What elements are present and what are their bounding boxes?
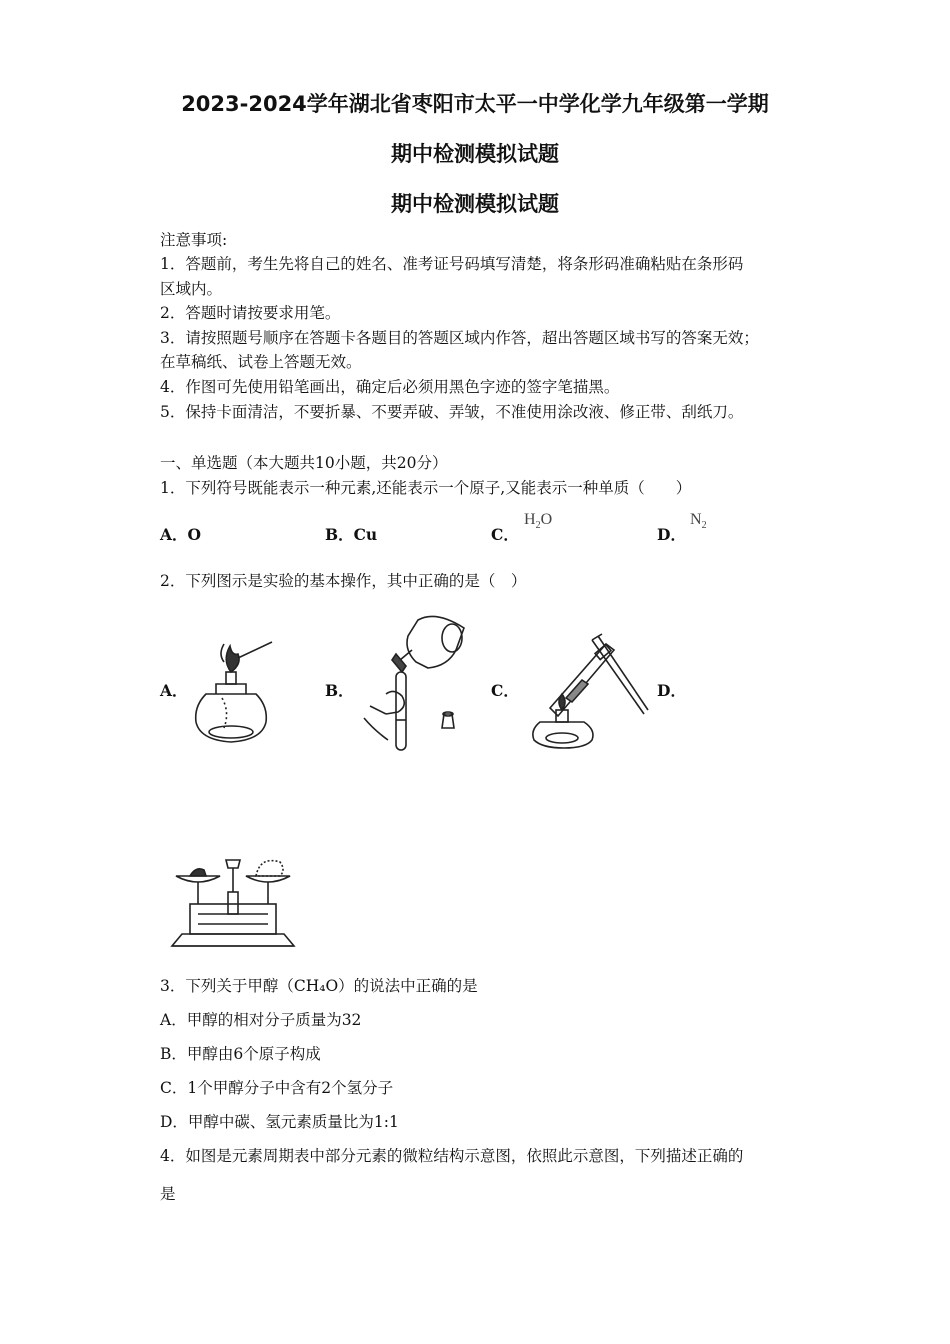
notice-heading: 注意事项: — [160, 231, 228, 249]
q3-option-a: A．甲醇的相对分子质量为32 — [160, 1011, 362, 1029]
notice-item: 3．请按照题号顺序在答题卡各题目的答题区域内作答，超出答题区域书写的答案无效； — [160, 329, 759, 347]
pouring-liquid-figure — [356, 610, 476, 755]
notice-item: 4．作图可先使用铅笔画出，确定后必须用黑色字迹的签字笔描黑。 — [160, 378, 620, 396]
q2-option-a: A． — [160, 681, 188, 700]
balance-scale-figure — [168, 852, 298, 952]
q3-option-c: C．1个甲醇分子中含有2个氢分子 — [160, 1079, 394, 1097]
question-2-stem: 2．下列图示是实验的基本操作，其中正确的是（ ） — [160, 572, 527, 590]
q3-option-b: B．甲醇由6个原子构成 — [160, 1045, 321, 1063]
question-4-stem-cont: 是 — [160, 1185, 176, 1203]
section-heading: 一、单选题（本大题共10小题，共20分） — [160, 454, 448, 472]
q2-option-d: D． — [657, 681, 686, 700]
page-title-line1: 2023-2024学年湖北省枣阳市太平一中学化学九年级第一学期 — [181, 92, 769, 116]
question-1-stem: 1．下列符号既能表示一种元素,还能表示一个原子,又能表示一种单质（ ） — [160, 479, 692, 497]
notice-item: 5．保持卡面清洁，不要折暴、不要弄破、弄皱，不准使用涂改液、修正带、刮纸刀。 — [160, 403, 744, 421]
q1-option-b: B．Cu — [325, 525, 378, 544]
q1-option-d-formula: $N_2$ — [690, 511, 707, 532]
notice-item: 1．答题前，考生先将自己的姓名、准考证号码填写清楚，将条形码准确粘贴在条形码 — [160, 255, 744, 273]
q3-option-d: D．甲醇中碳、氢元素质量比为1:1 — [160, 1113, 399, 1131]
notice-item: 在草稿纸、试卷上答题无效。 — [160, 353, 362, 371]
q1-option-d: D． — [657, 525, 686, 544]
q1-option-a: A．O — [160, 525, 202, 544]
question-4-stem: 4．如图是元素周期表中部分元素的微粒结构示意图，依照此示意图，下列描述正确的 — [160, 1147, 744, 1165]
page-title-line3: 期中检测模拟试题 — [391, 192, 559, 216]
heating-test-tube-figure — [522, 630, 652, 750]
q2-option-b: B． — [325, 681, 354, 700]
alcohol-lamp-lighting-figure — [186, 632, 276, 748]
q2-option-c: C． — [491, 681, 519, 700]
q1-option-c-formula: $H_2O$ — [524, 511, 553, 532]
page-title-line2: 期中检测模拟试题 — [391, 142, 559, 166]
notice-item: 区域内。 — [160, 280, 223, 298]
question-3-stem: 3．下列关于甲醇（CH₄O）的说法中正确的是 — [160, 977, 478, 995]
q1-option-c: C． — [491, 525, 519, 544]
notice-item: 2．答题时请按要求用笔。 — [160, 304, 341, 322]
